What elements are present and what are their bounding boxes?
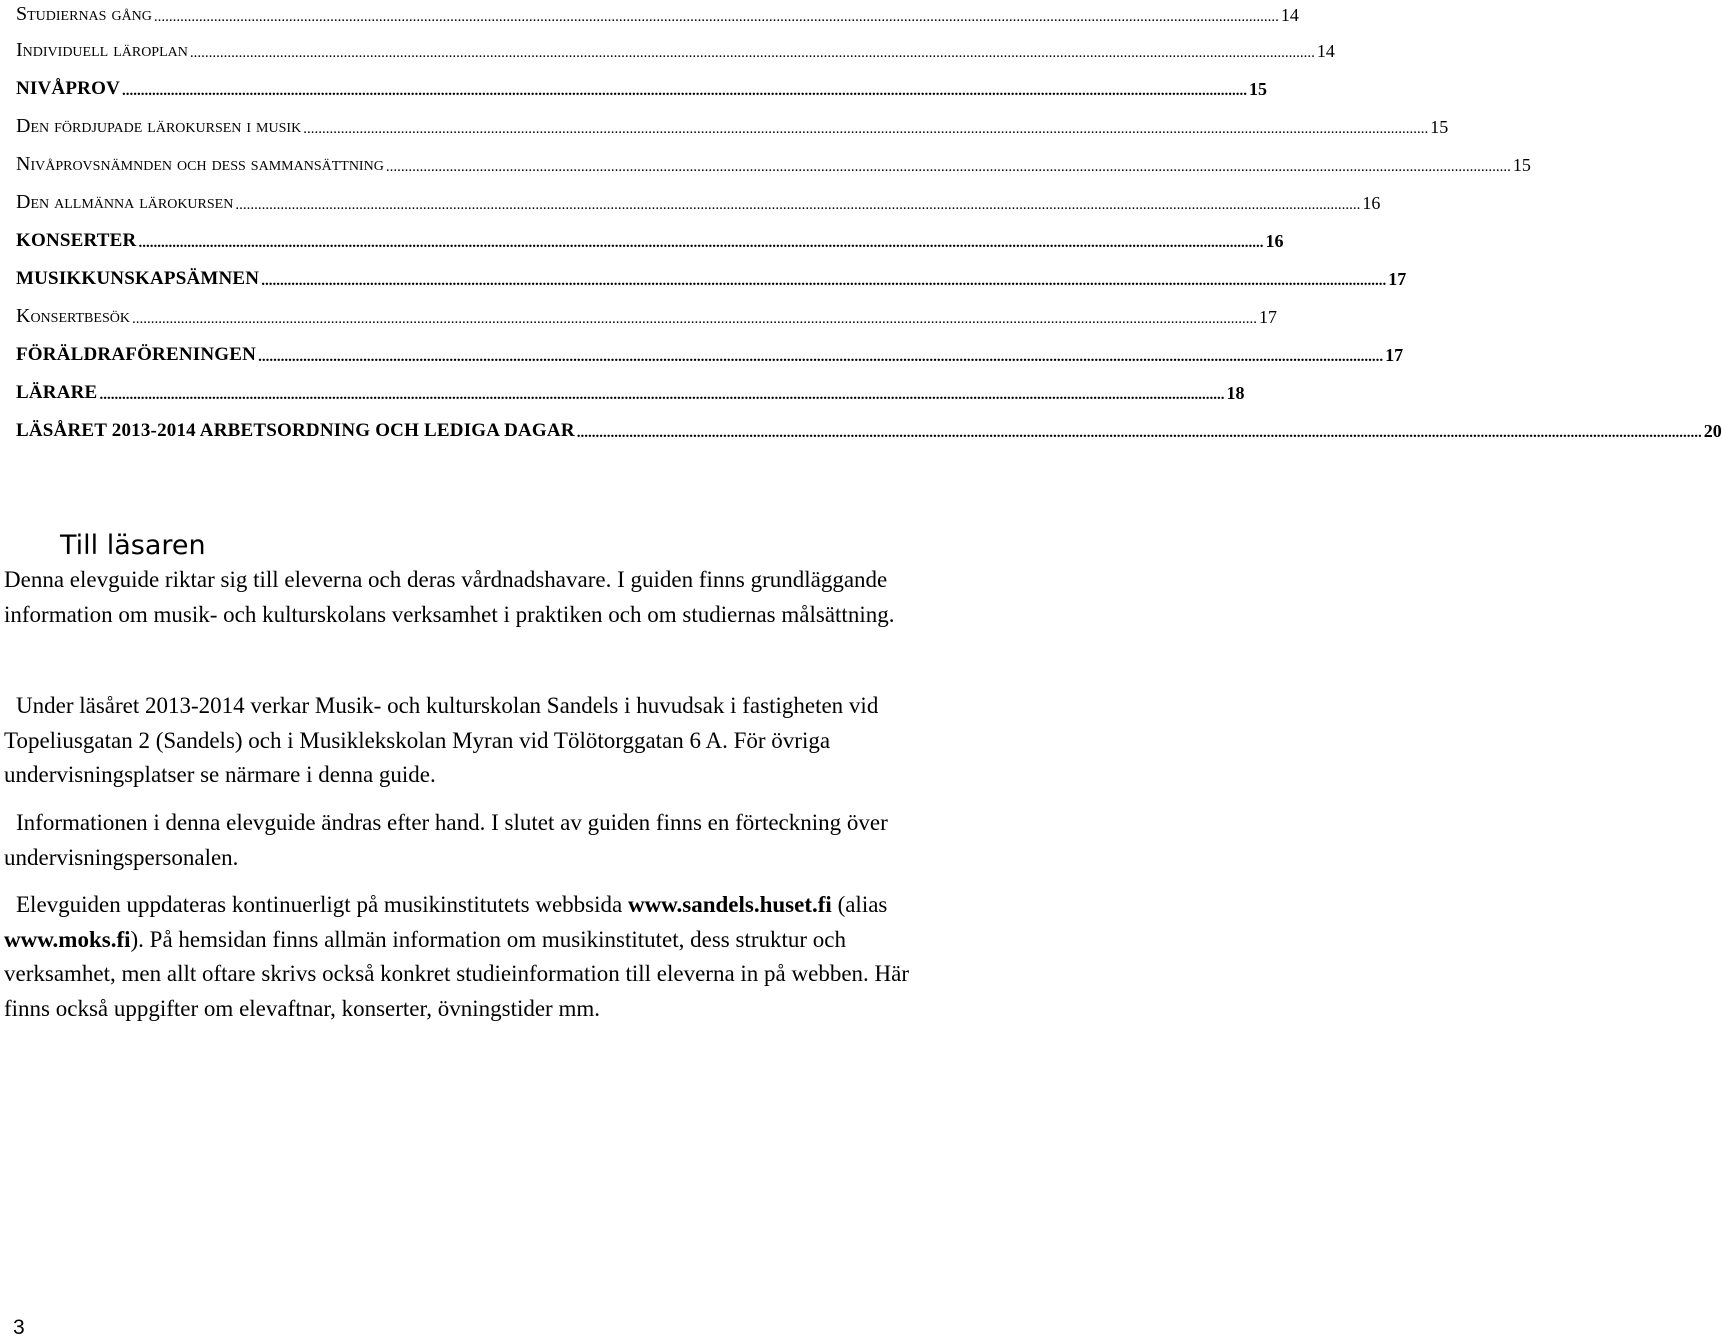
toc-leader-dots: ............................................................................................................................................................................................................................................................................................................: [576, 425, 1702, 441]
toc-entry-page: 15: [1512, 155, 1531, 175]
toc-entry[interactable]: [16, 338, 1404, 366]
toc-entry-page: 17: [1388, 269, 1407, 289]
toc-entry-title: LÄRARE: [16, 382, 98, 403]
toc-entry-title: NIVÅPROV: [16, 78, 120, 99]
website-link-sandels[interactable]: www.sandels.huset.fi: [627, 892, 832, 917]
toc-entry-page: 20: [1703, 421, 1722, 441]
toc-entry-page: 14: [1316, 41, 1335, 61]
toc-leader-dots: ............................................................................................................................................................................................................................................................................................................: [131, 311, 1257, 327]
toc-entry-title: Individuell läroplan: [16, 39, 188, 61]
update-info-paragraph-text: Informationen i denna elevguide ändras efter hand. I slutet av guiden finns en förteckning över undervisningspersonalen.: [4, 810, 888, 870]
toc-entry-page: 14: [1280, 5, 1299, 25]
toc-leader-dots: ............................................................................................................................................................................................................................................................................................................: [122, 83, 1247, 99]
toc-entry-title: Studiernas gång: [16, 3, 152, 25]
location-paragraph: [4, 689, 954, 793]
toc-entry[interactable]: [16, 148, 1531, 176]
toc-entry-page: 16: [1362, 193, 1381, 213]
toc-entry[interactable]: [16, 72, 1267, 100]
toc-leader-dots: ............................................................................................................................................................................................................................................................................................................: [235, 197, 1361, 213]
toc-leader-dots: ............................................................................................................................................................................................................................................................................................................: [189, 45, 1315, 61]
page-number: 3: [13, 1316, 25, 1339]
toc-entry-title: FÖRÄLDRAFÖRENINGEN: [16, 344, 257, 365]
toc-entry-title: Konsertbesök: [16, 305, 130, 327]
toc-entry-page: 15: [1249, 79, 1267, 99]
toc-entry[interactable]: [16, 376, 1245, 404]
website-text-after: ). På hemsidan finns allmän information om musikinstitutet, dess struktur och verksamhet, men allt oftare skrivs också konkret studieinformation till eleverna in på webben. Här finns också uppgifter om elevaftnar, konserter, övningstider mm.: [4, 926, 910, 1021]
toc-entry[interactable]: [16, 224, 1284, 252]
toc-leader-dots: ............................................................................................................................................................................................................................................................................................................: [153, 9, 1279, 25]
toc-entry[interactable]: [16, 262, 1407, 290]
toc-entry-title: Nivåprovsnämnden och dess sammansättning: [16, 153, 384, 175]
website-text-between: (alias: [831, 892, 888, 917]
toc-entry-title: Den allmänna lärokursen: [16, 191, 234, 213]
website-paragraph: [4, 888, 954, 1026]
toc-entry[interactable]: [16, 186, 1381, 214]
toc-entry-title: Den fördjupade lärokursen i musik: [16, 115, 302, 137]
toc-leader-dots: ............................................................................................................................................................................................................................................................................................................: [99, 387, 1225, 403]
toc-leader-dots: ............................................................................................................................................................................................................................................................................................................: [385, 159, 1511, 175]
toc-entry-page: 17: [1258, 307, 1277, 327]
toc-entry[interactable]: [16, 300, 1277, 328]
website-link-moks[interactable]: www.moks.fi: [4, 926, 131, 952]
location-paragraph-text: Under läsåret 2013-2014 verkar Musik- och kulturskolan Sandels i huvudsak i fastigheten vid Topeliusgatan 2 (Sandels) och i Musiklekskolan Myran vid Tölötorggatan 6 A. För övriga undervisningsplatser se närmare i denna guide.: [4, 693, 879, 787]
toc-entry-title: MUSIKKUNSKAPSÄMNEN: [16, 268, 260, 289]
toc-entry-page: 16: [1265, 231, 1284, 251]
toc-entry-title: KONSERTER: [16, 230, 137, 251]
website-text-before: Elevguiden uppdateras kontinuerligt på musikinstitutets webbsida: [16, 892, 628, 917]
toc-leader-dots: ............................................................................................................................................................................................................................................................................................................: [258, 349, 1384, 365]
toc-entry[interactable]: [16, 0, 1299, 26]
section-heading: Till läsaren: [60, 530, 206, 561]
toc-entry-page: 15: [1430, 117, 1449, 137]
toc-entry[interactable]: [16, 414, 1722, 442]
update-info-paragraph: [4, 806, 954, 875]
toc-entry-page: 17: [1385, 345, 1404, 365]
toc-leader-dots: ............................................................................................................................................................................................................................................................................................................: [303, 121, 1429, 137]
toc-leader-dots: ............................................................................................................................................................................................................................................................................................................: [261, 273, 1387, 289]
toc-entry[interactable]: [16, 34, 1335, 62]
toc-entry[interactable]: [16, 110, 1449, 138]
toc-entry-page: 18: [1226, 383, 1245, 403]
intro-paragraph: Denna elevguide riktar sig till eleverna och deras vårdnadshavare. I guiden finns grundläggande information om musik- och kulturskolans verksamhet i praktiken och om studiernas målsättning.: [4, 567, 895, 627]
toc-entry-title: LÄSÅRET 2013-2014 ARBETSORDNING OCH LEDIGA DAGAR: [16, 420, 575, 441]
toc-leader-dots: ............................................................................................................................................................................................................................................................................................................: [138, 235, 1264, 251]
